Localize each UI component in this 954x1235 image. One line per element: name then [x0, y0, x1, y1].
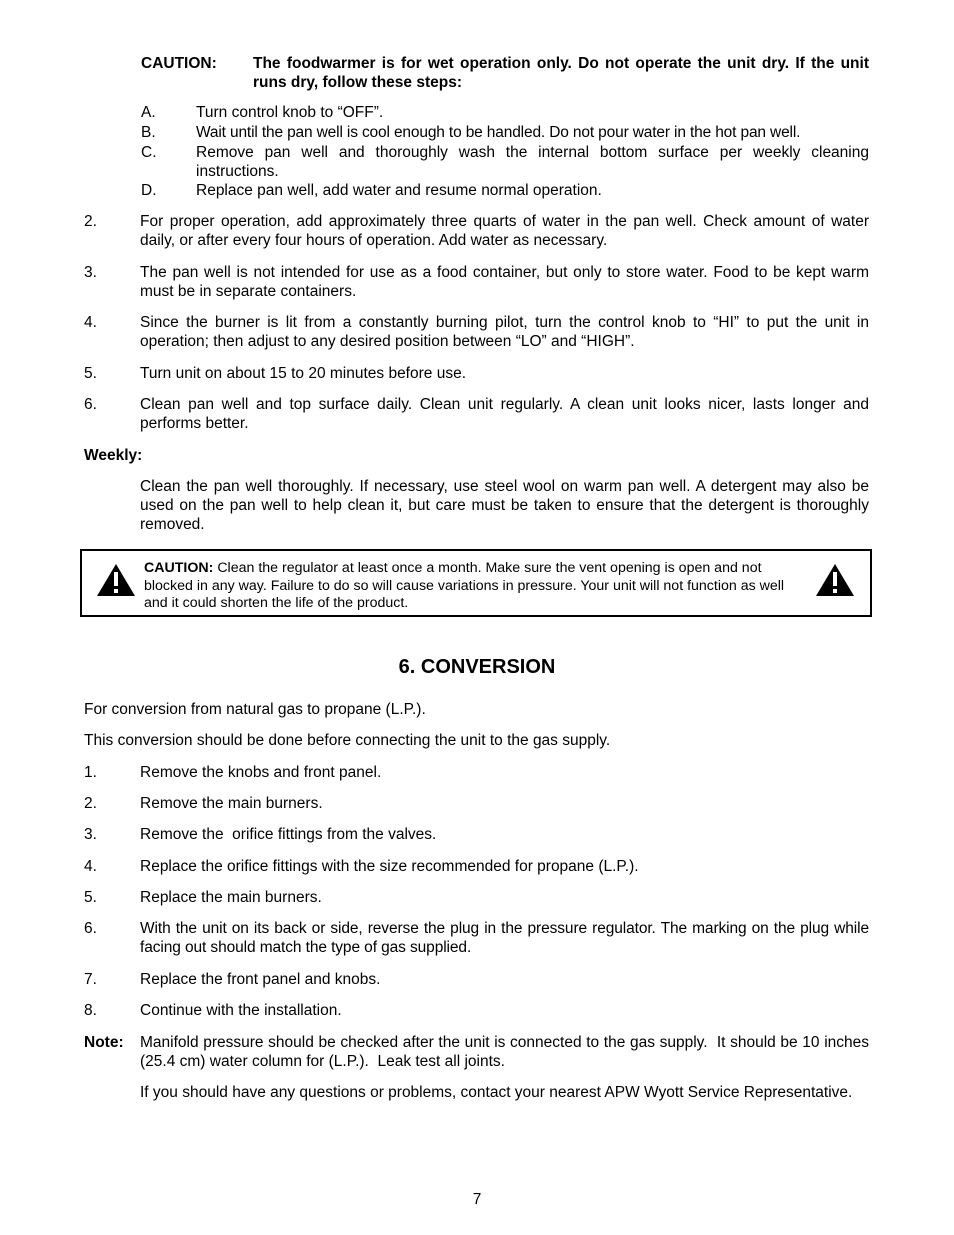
weekly-label: Weekly:: [84, 447, 143, 464]
contact-text: If you should have any questions or problems, contact your nearest APW Wyott Service Representative.: [140, 1084, 853, 1101]
caution-box: [80, 549, 872, 617]
step-text: Remove the orifice fittings from the valves.: [140, 826, 437, 843]
warning-triangle-icon: [96, 563, 136, 597]
step-text: Wait until the pan well is cool enough to be handled. Do not pour water in the hot pan well.: [196, 124, 801, 141]
step-text: Replace pan well, add water and resume normal operation.: [196, 182, 602, 199]
step-number: 5.: [84, 889, 97, 906]
step-number: 8.: [84, 1002, 97, 1019]
item-number: 3.: [84, 264, 97, 281]
step-number: 6.: [84, 920, 97, 937]
caution-text: The foodwarmer is for wet operation only. Do not operate the unit dry. If the unit runs dry, follow these steps:: [253, 55, 869, 91]
intro-text: For conversion from natural gas to propane (L.P.).: [84, 701, 426, 718]
item-number: 6.: [84, 396, 97, 413]
step-number: 7.: [84, 971, 97, 988]
caution-box-text: Clean the regulator at least once a month. Make sure the vent opening is open and not blocked in any way. Failure to do so will cause variations in pressure. Your unit will not function as well and it could shorten the life of the product.: [144, 560, 785, 611]
step-text: Replace the main burners.: [140, 889, 322, 906]
step-letter: B.: [141, 124, 156, 141]
caution-box-label: CAUTION:: [144, 560, 214, 576]
step-text: With the unit on its back or side, reverse the plug in the pressure regulator. The marking on the plug while facing out should match the type of gas supplied.: [140, 920, 869, 956]
step-letter: D.: [141, 182, 157, 199]
caution-label: CAUTION:: [141, 55, 217, 72]
step-text: Continue with the installation.: [140, 1002, 342, 1019]
section-title: 6. CONVERSION: [398, 656, 556, 678]
step-text: Remove the main burners.: [140, 795, 323, 812]
item-text: For proper operation, add approximately three quarts of water in the pan well. Check amount of water daily, or after every four hours of operation. Add water as necessary.: [140, 213, 869, 249]
item-text: The pan well is not intended for use as a food container, but only to store water. Food to be kept warm must be in separate containers.: [140, 264, 869, 300]
warning-triangle-icon: [815, 563, 855, 597]
step-letter: C.: [141, 144, 157, 161]
weekly-text: Clean the pan well thoroughly. If necessary, use steel wool on warm pan well. A detergent may also be used on the pan well to help clean it, but care must be taken to ensure that the detergent is thoroughly removed.: [140, 478, 869, 533]
caution-box-body: [144, 560, 809, 613]
step-text: Replace the orifice fittings with the size recommended for propane (L.P.).: [140, 858, 639, 875]
note-label: Note:: [84, 1034, 124, 1051]
step-number: 2.: [84, 795, 97, 812]
step-text: Replace the front panel and knobs.: [140, 971, 381, 988]
page-number: 7: [472, 1191, 482, 1208]
note-text: Manifold pressure should be checked after the unit is connected to the gas supply. It should be 10 inches (25.4 cm) water column for (L.P.). Leak test all joints.: [140, 1034, 874, 1070]
item-text: Turn unit on about 15 to 20 minutes before use.: [140, 365, 466, 382]
intro-text: This conversion should be done before connecting the unit to the gas supply.: [84, 732, 611, 749]
step-number: 3.: [84, 826, 97, 843]
step-number: 4.: [84, 858, 97, 875]
step-text: Remove pan well and thoroughly wash the internal bottom surface per weekly cleaning instructions.: [196, 144, 869, 180]
step-text: Turn control knob to “OFF”.: [196, 104, 384, 121]
step-text: Remove the knobs and front panel.: [140, 764, 382, 781]
item-number: 4.: [84, 314, 97, 331]
item-number: 5.: [84, 365, 97, 382]
step-number: 1.: [84, 764, 97, 781]
item-text: Since the burner is lit from a constantly burning pilot, turn the control knob to “HI” to put the unit in operation; then adjust to any desired position between “LO” and “HIGH”.: [140, 314, 869, 350]
step-letter: A.: [141, 104, 156, 121]
item-number: 2.: [84, 213, 97, 230]
item-text: Clean pan well and top surface daily. Clean unit regularly. A clean unit looks nicer, lasts longer and performs better.: [140, 396, 869, 432]
